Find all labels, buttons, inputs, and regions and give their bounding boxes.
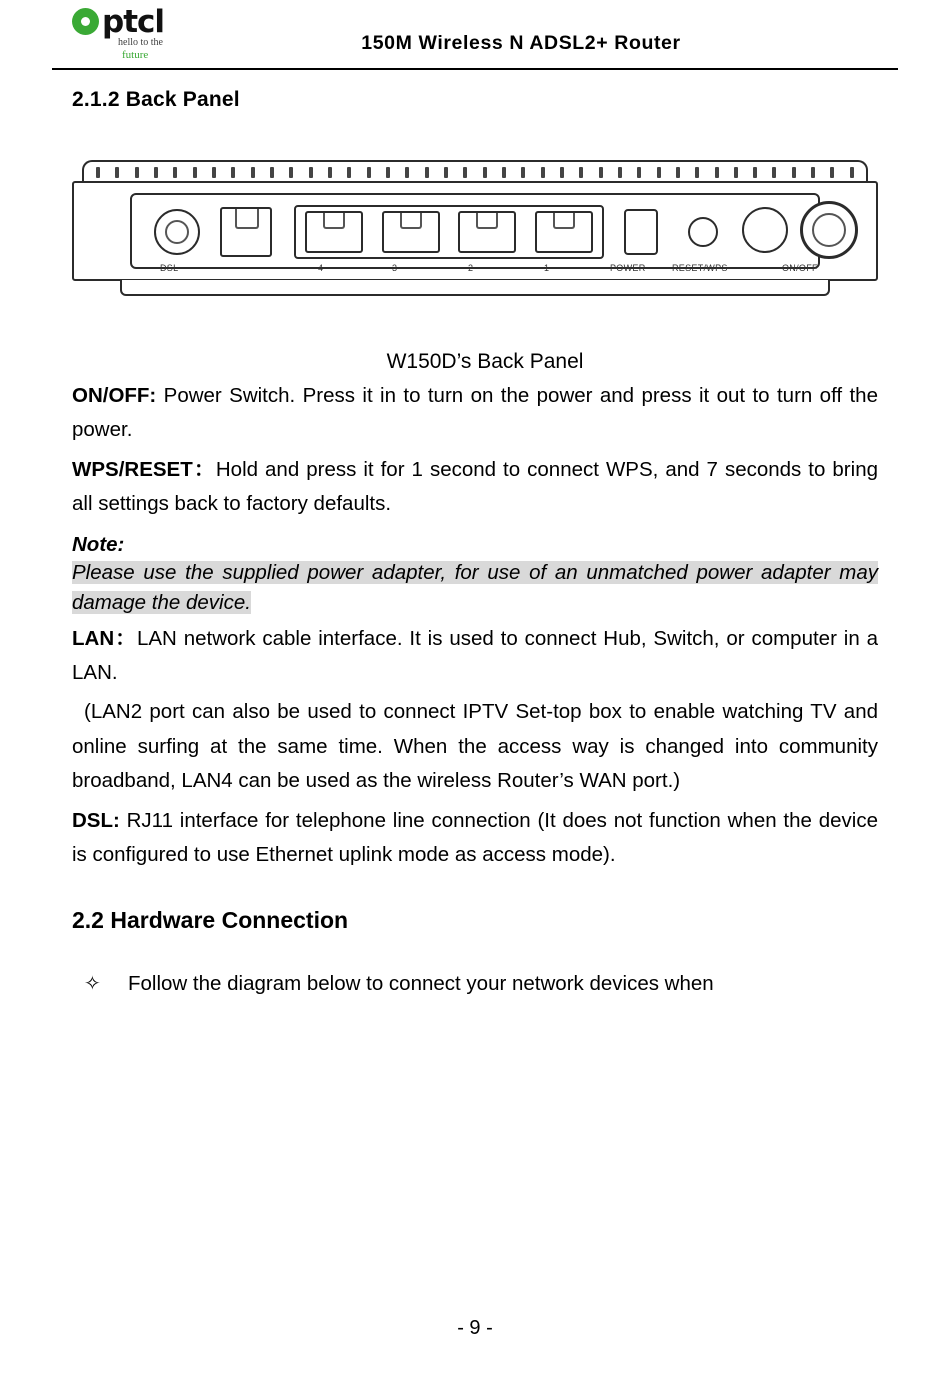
bullet-item — [72, 968, 878, 1001]
back-panel-figure — [72, 160, 878, 310]
port-label-power: POWER — [610, 263, 646, 273]
dsl-port-icon — [154, 209, 200, 255]
port-label-2: 2 — [468, 263, 474, 273]
wps-label: WPS/RESET： — [72, 457, 216, 481]
rj11-port-icon — [220, 207, 272, 257]
section-heading: 2.1.2 Back Panel — [72, 88, 240, 111]
router-illustration — [72, 160, 878, 310]
router-base — [120, 280, 830, 296]
router-body — [72, 181, 878, 281]
vent-slots — [96, 167, 854, 178]
lan-port-2-icon — [458, 211, 516, 253]
wps-button-icon — [742, 207, 788, 253]
logo-tagline-1: hello to the — [118, 37, 163, 48]
power-jack-icon — [624, 209, 658, 255]
note-label: Note: — [72, 532, 125, 556]
header-title: 150M Wireless N ADSL2+ Router — [361, 32, 681, 54]
figure-caption: W150D’s Back Panel — [386, 350, 584, 373]
diamond-bullet-icon: ✧ — [84, 972, 101, 995]
reset-wps-button-icon — [688, 217, 718, 247]
port-label-onoff: ON/OFF — [782, 263, 818, 273]
lan2-text: (LAN2 port can also be used to connect IPTV Set-top box to enable watching TV and online surfing at the same time. When the access way is changed into community broadband, LAN4 can be used as the wireless Router’s WAN port.) — [72, 700, 878, 793]
ptcl-circle-icon — [72, 8, 99, 35]
page-content — [0, 88, 950, 1000]
lan-port-4-icon — [305, 211, 363, 253]
router-rear-panel — [130, 193, 820, 273]
port-label-1: 1 — [544, 263, 550, 273]
header-divider — [52, 68, 898, 70]
lan-port-1-icon — [535, 211, 593, 253]
paragraph-lan2 — [72, 695, 878, 798]
logo-wordmark: ptcl — [102, 4, 165, 40]
port-label-dsl: DSL — [160, 263, 179, 273]
port-label-3: 3 — [392, 263, 398, 273]
lan-port-group — [294, 205, 604, 259]
lan-label: LAN： — [72, 626, 137, 650]
note-text — [72, 558, 878, 616]
paragraph-dsl — [72, 804, 878, 873]
lan-port-3-icon — [382, 211, 440, 253]
section2-heading: 2.2 Hardware Connection — [72, 906, 349, 933]
onoff-label: ON/OFF: — [72, 384, 157, 407]
dsl-text: RJ11 interface for telephone line connection (It does not function when the device is configured to use Ethernet uplink mode as access mode). — [72, 808, 878, 867]
note-highlight: Please use the supplied power adapter, for use of an unmatched power adapter may damage the device. — [72, 561, 878, 614]
onoff-text: Power Switch. Press it in to turn on the power and press it out to turn off the power. — [72, 384, 878, 442]
wps-text: Hold and press it for 1 second to connect WPS, and 7 seconds to bring all settings back to factory defaults. — [72, 457, 878, 516]
paragraph-onoff — [72, 379, 878, 448]
onoff-switch-icon — [800, 201, 858, 259]
port-label-reset-wps: RESET/WPS — [672, 263, 728, 273]
page-header — [0, 0, 950, 72]
port-label-4: 4 — [318, 263, 324, 273]
paragraph-wps-reset — [72, 453, 878, 522]
router-top-vents — [82, 160, 868, 182]
page-number: - 9 - — [457, 1317, 493, 1339]
logo-tagline-2: future — [122, 49, 149, 61]
paragraph-lan — [72, 622, 878, 691]
bullet-text: Follow the diagram below to connect your network devices when — [128, 971, 714, 995]
dsl-label: DSL: — [72, 808, 120, 832]
lan-text: LAN network cable interface. It is used to connect Hub, Switch, or computer in a LAN. — [72, 626, 878, 685]
